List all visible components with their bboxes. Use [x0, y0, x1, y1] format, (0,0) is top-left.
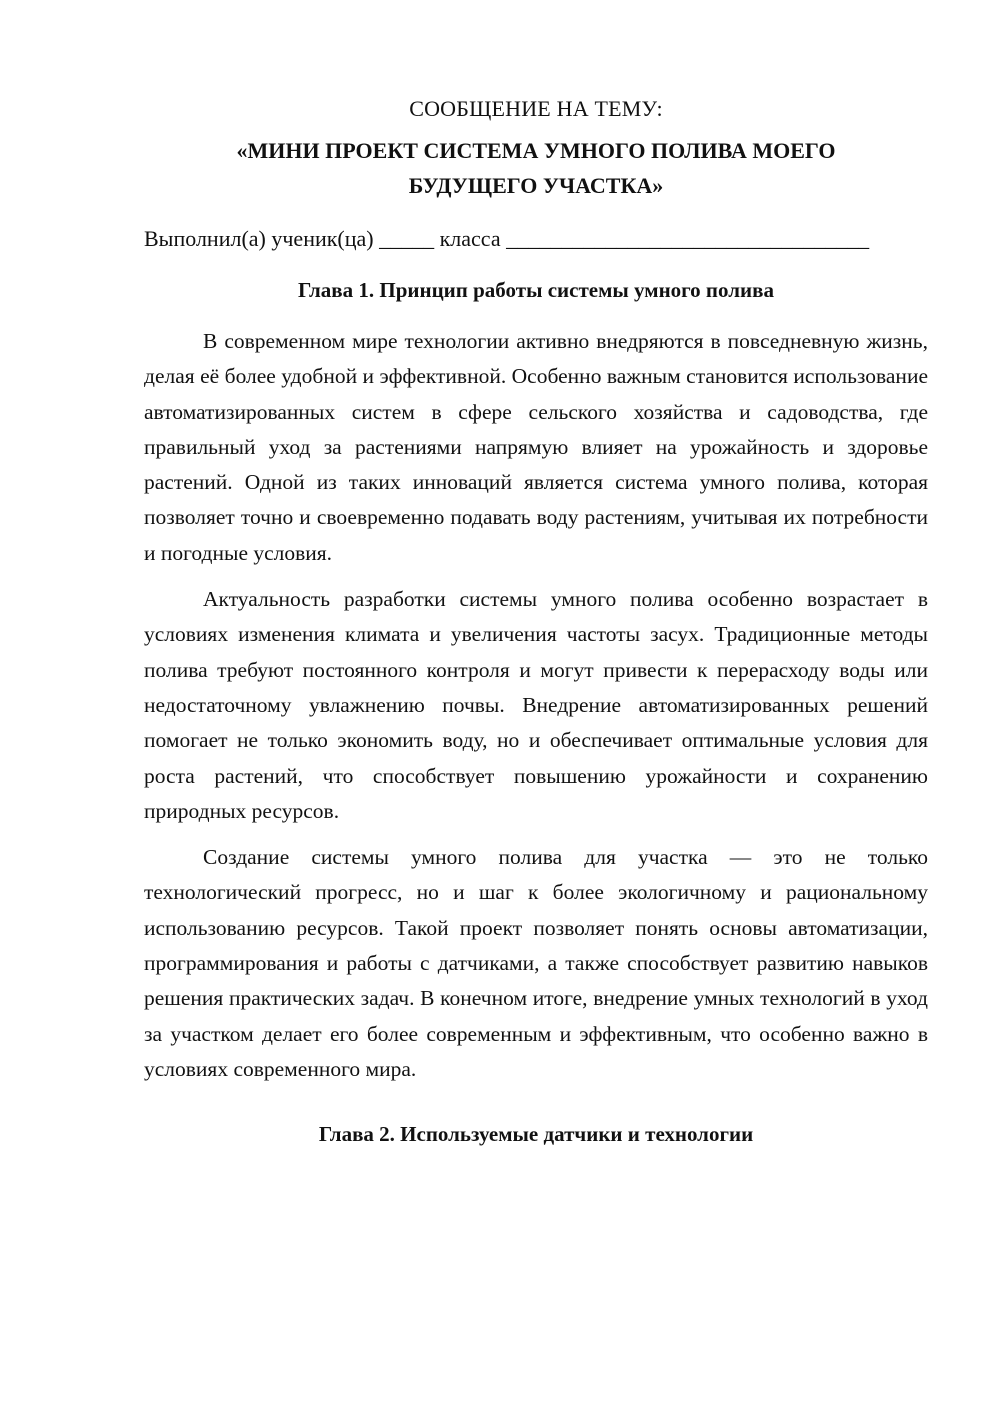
document-title-line-2: БУДУЩЕГО УЧАСТКА» — [408, 173, 664, 198]
chapter-1-paragraph-3: Создание системы умного полива для участка — это не только технологический прогресс, но и шаг к более экологичному и рациональному использованию ресурсов. Такой проект позволяет понять основы автоматизации, программирования и работы с датчиками, а также способствует развитию навыков решения практических задач. В конечном итоге, внедрение умных технологий в уход за участком делает его более современным и эффективным, что особенно важно в условиях современного мира. — [144, 845, 928, 1081]
document-page — [144, 94, 928, 1149]
chapter-1-paragraph-2: Актуальность разработки системы умного полива особенно возрастает в условиях изменения климата и увеличения частоты засух. Традиционные методы полива требуют постоянного контроля и могут привести к перерасходу воды или недостаточному увлажнению почвы. Внедрение автоматизированных решений помогает не только экономить воду, но и обеспечивает оптимальные условия для роста растений, что способствует повышению урожайности и сохранению природных ресурсов. — [144, 587, 928, 823]
author-line: Выполнил(а) ученик(ца) _____ класса _________________________________ — [144, 226, 870, 251]
document-title-line-1: «МИНИ ПРОЕКТ СИСТЕМА УМНОГО ПОЛИВА МОЕГО — [236, 138, 836, 163]
chapter-1-heading: Глава 1. Принцип работы системы умного полива — [298, 278, 774, 302]
chapter-2-heading: Глава 2. Используемые датчики и технологии — [318, 1122, 754, 1147]
document-title — [144, 133, 928, 203]
document-type: СООБЩЕНИЕ НА ТЕМУ: — [409, 96, 663, 121]
chapter-1-paragraph-1: В современном мире технологии активно внедряются в повседневную жизнь, делая её более удобной и эффективной. Особенно важным становится использование автоматизированных систем в сфере сельского хозяйства и садоводства, где правильный уход за растениями напрямую влияет на урожайность и здоровье растений. Одной из таких инноваций является система умного полива, которая позволяет точно и своевременно подавать воду растениям, учитывая их потребности и погодные условия. — [144, 329, 928, 565]
